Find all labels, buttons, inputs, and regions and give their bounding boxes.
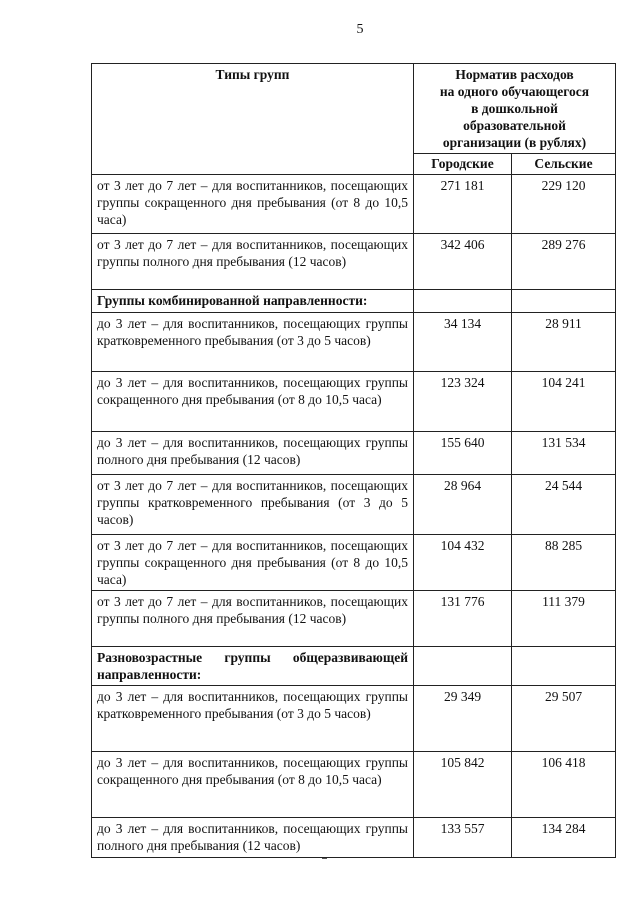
section-row [92, 647, 616, 686]
group-description: до 3 лет – для воспитанников, посещающих группы кратковременного пребывания (от 3 до 5 часов) [92, 686, 414, 752]
city-norm-value: 29 349 [414, 686, 512, 752]
table-row [92, 372, 616, 432]
scan-mark [322, 858, 327, 859]
rural-norm-value: 29 507 [512, 686, 616, 752]
city-norm-value: 155 640 [414, 432, 512, 475]
group-description: до 3 лет – для воспитанников, посещающих группы кратковременного пребывания (от 3 до 5 часов) [92, 313, 414, 372]
header-city: Городские [414, 154, 512, 175]
group-description: от 3 лет до 7 лет – для воспитанников, посещающих группы кратковременного пребывания (от 3 до 5 часов) [92, 475, 414, 535]
group-description: от 3 лет до 7 лет – для воспитанников, посещающих группы полного дня пребывания (12 часов) [92, 234, 414, 290]
city-norm-value: 123 324 [414, 372, 512, 432]
rural-norm-value: 134 284 [512, 818, 616, 858]
header-norm-line: образовательной [463, 118, 566, 133]
header-rural: Сельские [512, 154, 616, 175]
rural-norm-value: 106 418 [512, 752, 616, 818]
table-row [92, 818, 616, 858]
table-row [92, 313, 616, 372]
city-norm-value [414, 647, 512, 686]
header-expense-norm [414, 64, 616, 154]
group-description: до 3 лет – для воспитанников, посещающих группы сокращенного дня пребывания (от 8 до 10,5 часа) [92, 372, 414, 432]
table-row [92, 591, 616, 647]
section-title: Разновозрастные группы общеразвивающей направленности: [92, 647, 414, 686]
city-norm-value: 271 181 [414, 175, 512, 234]
header-norm-line: на одного обучающегося [439, 84, 590, 99]
city-norm-value: 342 406 [414, 234, 512, 290]
rural-norm-value: 28 911 [512, 313, 616, 372]
expense-norms-table [91, 63, 616, 858]
table-body [92, 175, 616, 858]
group-description: от 3 лет до 7 лет – для воспитанников, посещающих группы сокращенного дня пребывания (от 8 до 10,5 часа) [92, 535, 414, 591]
header-row [92, 64, 616, 154]
city-norm-value: 104 432 [414, 535, 512, 591]
city-norm-value: 131 776 [414, 591, 512, 647]
rural-norm-value: 88 285 [512, 535, 616, 591]
rural-norm-value [512, 647, 616, 686]
table-row [92, 175, 616, 234]
header-norm-line: в дошкольной [471, 101, 558, 116]
header-group-types: Типы групп [92, 64, 414, 175]
group-description: от 3 лет до 7 лет – для воспитанников, посещающих группы полного дня пребывания (12 часов) [92, 591, 414, 647]
rural-norm-value: 229 120 [512, 175, 616, 234]
page-number: 5 [356, 22, 364, 37]
header-norm-line: Норматив расходов [455, 67, 574, 82]
rural-norm-value: 24 544 [512, 475, 616, 535]
rural-norm-value [512, 290, 616, 313]
group-description: от 3 лет до 7 лет – для воспитанников, посещающих группы сокращенного дня пребывания (от 8 до 10,5 часа) [92, 175, 414, 234]
section-title: Группы комбинированной направленности: [92, 290, 414, 313]
group-description: до 3 лет – для воспитанников, посещающих группы полного дня пребывания (12 часов) [92, 432, 414, 475]
city-norm-value: 133 557 [414, 818, 512, 858]
table-row [92, 234, 616, 290]
table-row [92, 475, 616, 535]
rural-norm-value: 289 276 [512, 234, 616, 290]
table-row [92, 752, 616, 818]
group-description: до 3 лет – для воспитанников, посещающих группы полного дня пребывания (12 часов) [92, 818, 414, 858]
city-norm-value [414, 290, 512, 313]
table-row [92, 432, 616, 475]
section-row [92, 290, 616, 313]
city-norm-value: 28 964 [414, 475, 512, 535]
group-description: до 3 лет – для воспитанников, посещающих группы сокращенного дня пребывания (от 8 до 10,5 часа) [92, 752, 414, 818]
rural-norm-value: 104 241 [512, 372, 616, 432]
rural-norm-value: 111 379 [512, 591, 616, 647]
table-row [92, 535, 616, 591]
rural-norm-value: 131 534 [512, 432, 616, 475]
header-norm-line: организации (в рублях) [442, 135, 587, 150]
city-norm-value: 105 842 [414, 752, 512, 818]
city-norm-value: 34 134 [414, 313, 512, 372]
table-row [92, 686, 616, 752]
